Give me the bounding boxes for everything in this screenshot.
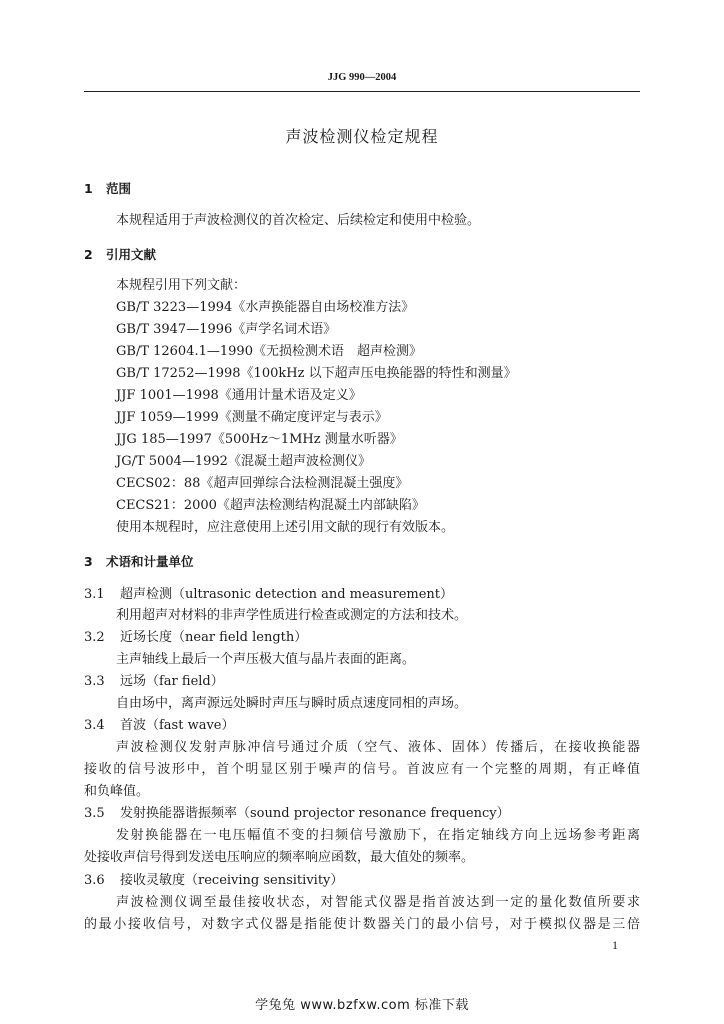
term-3-5-definition-line: 发射换能器在一电压幅值不变的扫频信号激励下，在指定轴线方向上远场参考距离	[116, 828, 640, 843]
section-title: 范围	[106, 181, 132, 196]
section-title: 术语和计量单位	[106, 554, 194, 569]
reference-item: JJF 1001—1998《通用计量术语及定义》	[116, 388, 362, 403]
section-number: 1	[84, 181, 93, 196]
reference-item: GB/T 12604.1—1990《无损检测术语 超声检测》	[116, 344, 422, 359]
term-3-4-definition-line: 接收的信号波形中，首个明显区别于噪声的信号。首波应有一个完整的周期，有正峰值	[84, 762, 640, 777]
footer-watermark: 学兔兔 www.bzfxw.com 标准下载	[255, 998, 469, 1013]
section-1-heading	[84, 180, 131, 198]
term-number: 3.3	[84, 674, 105, 689]
reference-item: GB/T 3947—1996《声学名词术语》	[116, 322, 337, 337]
term-title: 发射换能器谐振频率（sound projector resonance frequency）	[120, 806, 510, 821]
section-number: 2	[84, 247, 93, 262]
reference-item: JJF 1059—1999《测量不确定度评定与表示》	[116, 410, 388, 425]
term-number: 3.6	[84, 873, 105, 888]
reference-item: JG/T 5004—1992《混凝土超声波检测仪》	[116, 454, 371, 469]
term-title: 首波（fast wave）	[120, 718, 235, 733]
header-standard-code: JJG 990—2004	[327, 72, 397, 83]
term-3-3-definition: 自由场中，离声源远处瞬时声压与瞬时质点速度同相的声场。	[116, 696, 468, 711]
term-3-4-definition-line: 声波检测仪发射声脉冲信号通过介质（空气、液体、固体）传播后，在接收换能器	[116, 740, 640, 755]
document-title: 声波检测仪检定规程	[285, 127, 439, 146]
term-3-4-heading	[84, 717, 235, 735]
term-3-4-definition-line: 和负峰值。	[84, 784, 150, 799]
references-intro: 本规程引用下列文献：	[116, 278, 247, 293]
term-title: 远场（far field）	[120, 674, 224, 689]
term-title: 超声检测（ultrasonic detection and measurement）	[120, 587, 454, 602]
reference-item: CECS02：88《超声回弹综合法检测混凝土强度》	[116, 476, 409, 491]
term-number: 3.4	[84, 718, 105, 733]
reference-item: GB/T 17252—1998《100kHz 以下超声压电换能器的特性和测量》	[116, 366, 517, 381]
term-title: 接收灵敏度（receiving sensitivity）	[120, 873, 344, 888]
section-number: 3	[84, 554, 93, 569]
term-3-5-definition-line: 处接收声信号得到发送电压响应的频率响应函数，最大值处的频率。	[84, 850, 475, 865]
page-number: 1	[612, 938, 618, 952]
term-3-6-heading	[84, 872, 343, 890]
term-title: 近场长度（near field length）	[120, 630, 308, 645]
term-number: 3.5	[84, 806, 105, 821]
reference-item: GB/T 3223—1994《水声换能器自由场校准方法》	[116, 300, 415, 315]
term-3-6-definition-line: 的最小接收信号，对数字式仪器是指能使计数器关门的最小信号，对于模拟仪器是三倍	[84, 917, 640, 932]
reference-item: CECS21：2000《超声法检测结构混凝土内部缺陷》	[116, 498, 425, 513]
section-3-heading	[84, 553, 194, 571]
term-3-2-heading	[84, 629, 307, 647]
term-3-1-definition: 利用超声对材料的非声学性质进行检查或测定的方法和技术。	[116, 608, 468, 623]
term-3-5-heading	[84, 805, 510, 823]
term-3-3-heading	[84, 673, 224, 691]
term-number: 3.2	[84, 630, 105, 645]
section-title: 引用文献	[106, 247, 157, 262]
references-outro: 使用本规程时，应注意使用上述引用文献的现行有效版本。	[116, 520, 455, 535]
term-3-6-definition-line: 声波检测仪调至最佳接收状态，对智能式仪器是指首波达到一定的量化数值所要求	[116, 895, 640, 910]
header-rule	[84, 91, 640, 92]
term-3-1-heading	[84, 586, 453, 604]
term-number: 3.1	[84, 587, 105, 602]
section-1-body: 本规程适用于声波检测仪的首次检定、后续检定和使用中检验。	[116, 213, 481, 228]
section-2-heading	[84, 246, 156, 264]
reference-item: JJG 185—1997《500Hz～1MHz 测量水听器》	[116, 432, 403, 447]
term-3-2-definition: 主声轴线上最后一个声压极大值与晶片表面的距离。	[116, 652, 416, 667]
